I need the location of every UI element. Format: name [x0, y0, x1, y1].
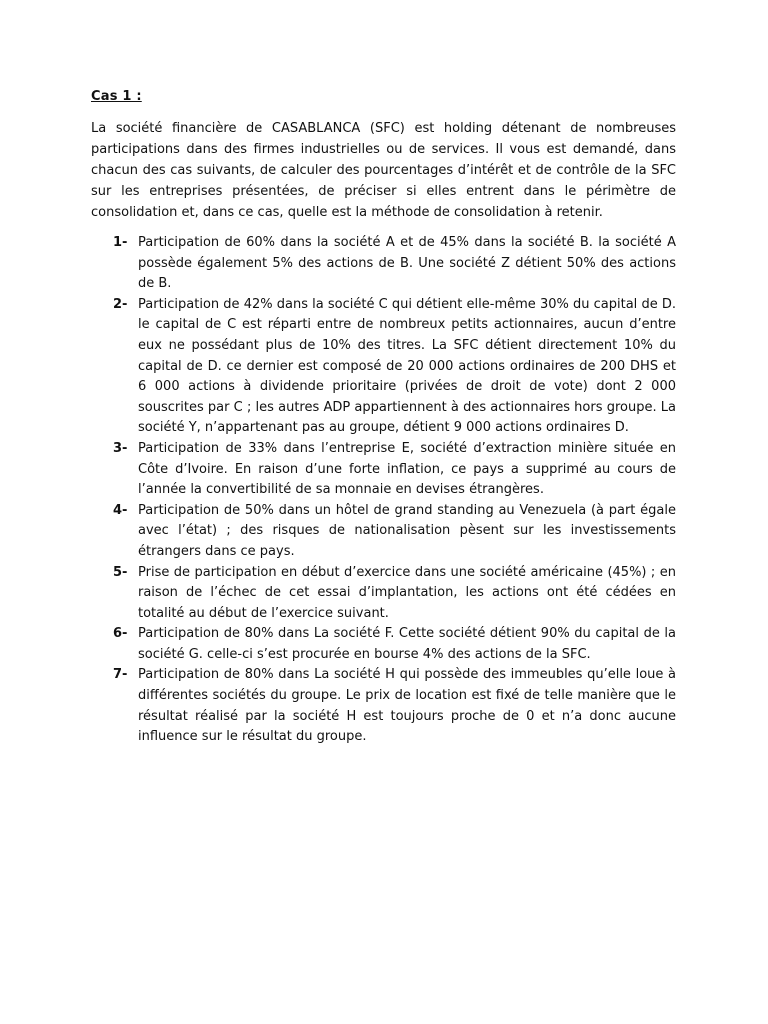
item-text: Prise de participation en début d’exercice dans une société américaine (45%) ; en raison de l’échec de cet essai d’implantation, les actions ont été cédées en totalité au début de l’exercice suivant. — [138, 564, 676, 621]
item-text: Participation de 60% dans la société A et de 45% dans la société B. la société A possède également 5% des actions de B. Une société Z détient 50% des actions de B. — [138, 235, 676, 292]
list-item — [91, 295, 676, 439]
item-number: 6- — [113, 626, 128, 642]
item-text: Participation de 42% dans la société C qui détient elle-même 30% du capital de D. le capital de C est réparti entre de nombreux petits actionnaires, aucun d’entre eux ne possédant plus de 10% des titres. La SFC détient directement 10% du capital de D. ce dernier est composé de 20 000 actions ordinaires de 200 DHS et 6 000 actions à dividende prioritaire (privées de droit de vote) dont 2 000 souscrites par C ; les autres ADP appartiennent à des actionnaires hors groupe. La société Y, n’appartenant pas au groupe, détient 9 000 actions ordinaires D. — [138, 296, 676, 436]
case-title: Cas 1 : — [91, 89, 142, 104]
list-item — [91, 563, 676, 625]
item-number: 5- — [113, 564, 128, 580]
item-number: 2- — [113, 296, 128, 312]
item-number: 4- — [113, 502, 128, 518]
item-number: 1- — [113, 235, 128, 250]
item-text: Participation de 80% dans La société H qui possède des immeubles qu’elle loue à différentes sociétés du groupe. Le prix de location est fixé de telle manière que le résultat réalisé par la société H est toujours proche de 0 et n’a donc aucune influence sur le résultat du groupe. — [138, 667, 676, 745]
item-text: Participation de 50% dans un hôtel de grand standing au Venezuela (à part égale avec l’état) ; des risques de nationalisation pèsent sur les investissements étrangers dans ce pays. — [138, 502, 676, 559]
list-item — [91, 439, 676, 501]
case-items-list — [91, 233, 676, 748]
list-item — [91, 624, 676, 665]
item-text: Participation de 33% dans l’entreprise E, société d’extraction minière située en Côte d’Ivoire. En raison d’une forte inflation, ce pays a supprimé au cours de l’année la convertibilité de sa monnaie en devises étrangères. — [138, 440, 676, 498]
intro-paragraph: La société financière de CASABLANCA (SFC) est holding détenant de nombreuses participations dans des firmes industrielles ou de services. Il vous est demandé, dans chacun des cas suivants, de calculer des pourcentages d’intérêt et de contrôle de la SFC sur les entreprises présentées, de préciser si elles entrent dans le périmètre de consolidation et, dans ce cas, quelle est la méthode de consolidation à retenir. — [91, 121, 676, 220]
list-item — [91, 501, 676, 563]
item-number: 3- — [113, 440, 128, 456]
list-item — [91, 233, 676, 295]
item-number: 7- — [113, 667, 128, 683]
list-item — [91, 665, 676, 747]
item-text: Participation de 80% dans La société F. Cette société détient 90% du capital de la société G. celle-ci s’est procurée en bourse 4% des actions de la SFC. — [138, 626, 676, 662]
